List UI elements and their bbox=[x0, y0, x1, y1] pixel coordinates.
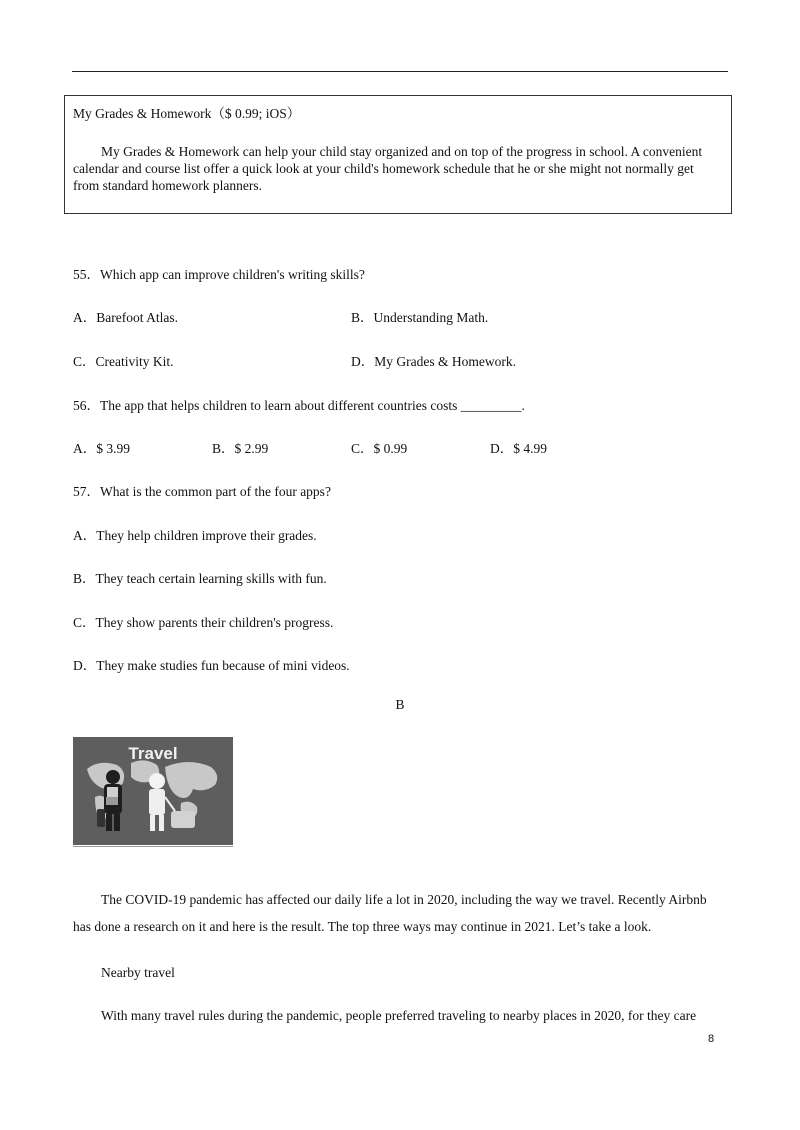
q55-option-b: B．Understanding Math. bbox=[351, 310, 489, 325]
q57-option-a: A．They help children improve their grades. bbox=[73, 528, 317, 543]
passage-paragraph: With many travel rules during the pandemic, people preferred traveling to nearby places in 2020, for they care bbox=[101, 1008, 697, 1023]
passage-intro: The COVID-19 pandemic has affected our daily life a lot in 2020, including the way we travel. Recently Airbnb has done a research on it and here is the result. The top three ways may continue in 2021. Let’s take a look. bbox=[73, 892, 707, 934]
header-rule bbox=[72, 71, 728, 72]
q56-option-a: A．$ 3.99 bbox=[73, 441, 130, 456]
q57-option-b: B．They teach certain learning skills with fun. bbox=[73, 571, 327, 586]
image-title: Travel bbox=[128, 744, 178, 763]
passage-heading-nearby-travel: Nearby travel bbox=[101, 965, 175, 980]
app-description: My Grades & Homework can help your child stay organized and on top of the progress in school. A convenient calendar and course list offer a quick look at your child's homework schedule that he or she might not normally get from standard homework planners. bbox=[73, 144, 703, 193]
travel-image bbox=[73, 737, 233, 845]
q55-option-c: C．Creativity Kit. bbox=[73, 354, 174, 369]
question-57: 57．What is the common part of the four apps? bbox=[73, 484, 331, 499]
q57-option-d: D．They make studies fun because of mini videos. bbox=[73, 658, 350, 673]
page-number: 8 bbox=[708, 1033, 715, 1045]
q55-option-a: A．Barefoot Atlas. bbox=[73, 310, 178, 325]
section-label: B bbox=[395, 697, 405, 712]
q55-option-d: D．My Grades & Homework. bbox=[351, 354, 516, 369]
q56-option-b: B．$ 2.99 bbox=[212, 441, 269, 456]
app-title: My Grades & Homework（$ 0.99; iOS） bbox=[73, 106, 301, 121]
q56-option-c: C．$ 0.99 bbox=[351, 441, 408, 456]
q56-option-d: D．$ 4.99 bbox=[490, 441, 547, 456]
question-55: 55．Which app can improve children's writing skills? bbox=[73, 267, 365, 282]
q57-option-c: C．They show parents their children's progress. bbox=[73, 615, 334, 630]
image-underline bbox=[73, 846, 233, 847]
question-56: 56．The app that helps children to learn about different countries costs _________. bbox=[73, 398, 525, 413]
app-description-box bbox=[64, 95, 732, 214]
